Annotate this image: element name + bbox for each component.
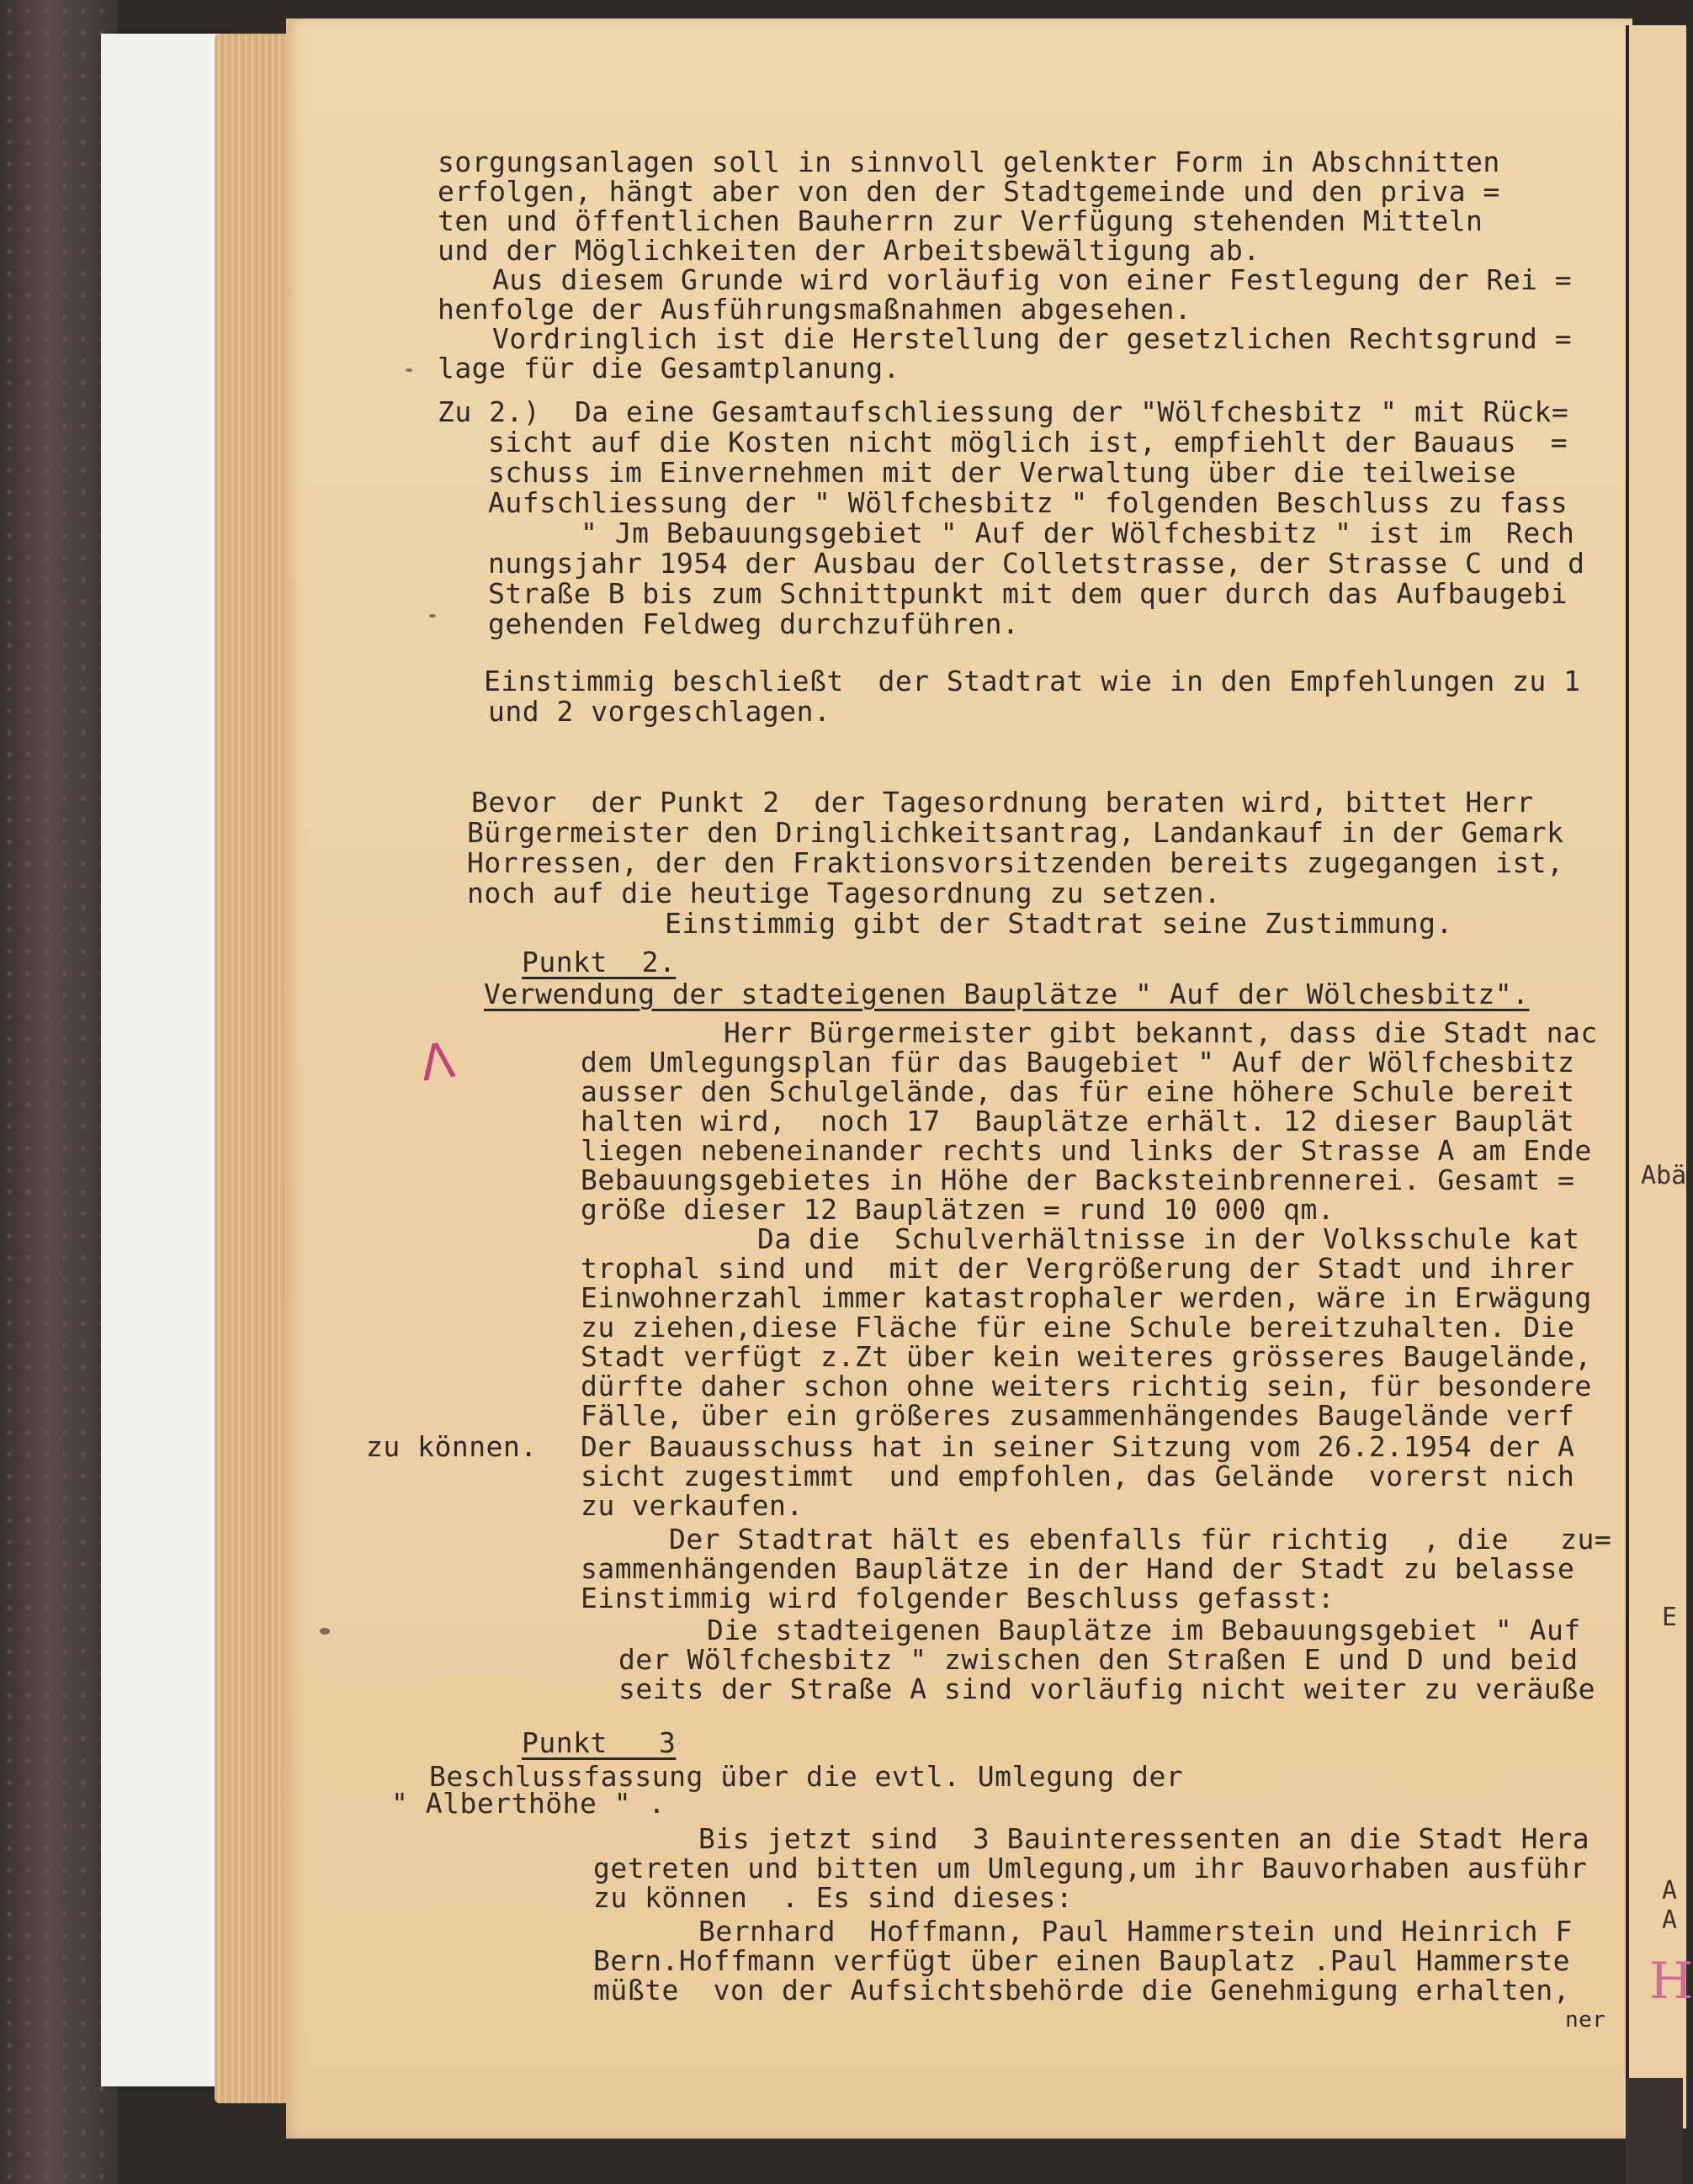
text-line: Einstimmig gibt der Stadtrat seine Zustimmung. xyxy=(665,907,1453,940)
section-title-punkt-3: Beschlussfassung über die evtl. Umlegung der xyxy=(429,1760,1184,1793)
margin-note: zu können. xyxy=(366,1430,538,1463)
facing-page-fragment: A xyxy=(1662,1906,1678,1935)
text-line: getreten und bitten um Umlegung,um ihr Bauvorhaben ausführ xyxy=(593,1852,1588,1884)
text-line: dem Umlegungsplan für das Baugebiet " Auf der Wölfchesbitz xyxy=(581,1046,1575,1079)
text-line: Vordringlich ist die Herstellung der gesetzlichen Rechtsgrund = xyxy=(492,322,1573,355)
text-line: erfolgen, hängt aber von den der Stadtgemeinde und den priva = xyxy=(438,175,1500,208)
handwritten-mark-h: H xyxy=(1649,1952,1693,2011)
text-line: zu ziehen,diese Fläche für eine Schule bereitzuhalten. Die xyxy=(581,1311,1575,1344)
text-line: seits der Straße A sind vorläufig nicht weiter zu veräuße xyxy=(618,1672,1595,1705)
paper-speck xyxy=(429,614,436,618)
text-line: Einwohnerzahl immer katastrophaler werden, wäre in Erwägung xyxy=(581,1281,1592,1314)
cover-texture xyxy=(0,0,118,2184)
text-line: Bern.Hoffmann verfügt über einen Bauplatz .Paul Hammerste xyxy=(593,1944,1570,1977)
text-line: Da die Schulverhältnisse in der Volksschule kat xyxy=(757,1222,1580,1255)
text-line: gehenden Feldweg durchzuführen. xyxy=(488,607,1020,640)
text-line: dürfte daher schon ohne weiters richtig sein, für besondere xyxy=(581,1370,1592,1402)
text-line: größe dieser 12 Bauplätzen = rund 10 000 qm. xyxy=(581,1193,1335,1226)
text-line: noch auf die heutige Tagesordnung zu setzen. xyxy=(467,877,1222,909)
text-line: Bürgermeister den Dringlichkeitsantrag, Landankauf in der Gemark xyxy=(467,816,1564,849)
text-line: ten und öffentlichen Bauherrn zur Verfügung stehenden Mitteln xyxy=(438,204,1483,237)
text-line: schuss im Einvernehmen mit der Verwaltung über die teilweise xyxy=(488,456,1517,489)
text-line: Straße B bis zum Schnittpunkt mit dem quer durch das Aufbaugebi xyxy=(488,577,1568,610)
text-line: halten wird, noch 17 Bauplätze erhält. 12 dieser Bauplät xyxy=(581,1105,1575,1137)
text-line: müßte von der Aufsichtsbehörde die Genehmigung erhalten, xyxy=(593,1974,1570,2006)
text-line: ner xyxy=(1565,2007,1606,2033)
text-line: ausser den Schulgelände, das für eine höhere Schule bereit xyxy=(581,1075,1575,1108)
text-line: zu verkaufen. xyxy=(581,1489,804,1522)
text-line: Einstimmig wird folgender Beschluss gefasst: xyxy=(581,1582,1335,1614)
text-line: lage für die Gesamtplanung. xyxy=(438,352,900,384)
text-line: Bis jetzt sind 3 Bauinteressenten an die Stadt Hera xyxy=(698,1822,1590,1855)
text-line: sammenhängenden Bauplätze in der Hand der Stadt zu belasse xyxy=(581,1552,1575,1585)
text-line: und 2 vorgeschlagen. xyxy=(488,695,831,728)
text-line: Aus diesem Grunde wird vorläufig von einer Festlegung der Rei = xyxy=(492,263,1573,296)
text-line: Horressen, der den Fraktionsvorsitzenden bereits zugegangen ist, xyxy=(467,846,1564,879)
section-title-punkt-2: Verwendung der stadteigenen Bauplätze " Auf der Wölchesbitz". xyxy=(484,978,1530,1010)
text-line: Bernhard Hoffmann, Paul Hammerstein und Heinrich F xyxy=(698,1915,1573,1948)
binding-bottom xyxy=(1626,2078,1683,2184)
text-line: und der Möglichkeiten der Arbeitsbewältigung ab. xyxy=(438,234,1260,267)
section-heading-punkt-3: Punkt 3 xyxy=(522,1726,677,1759)
text-line: Stadt verfügt z.Zt über kein weiteres grösseres Baugelände, xyxy=(581,1340,1592,1373)
text-line: henfolge der Ausführungsmaßnahmen abgesehen. xyxy=(438,293,1192,326)
text-line: zu können . Es sind dieses: xyxy=(593,1881,1074,1914)
section-heading-punkt-2: Punkt 2. xyxy=(522,946,677,978)
handwritten-mark-a: Λ xyxy=(417,1031,459,1093)
facing-page-edge xyxy=(1626,25,1686,2128)
text-line: der Wölfchesbitz " zwischen den Straßen E und D und beid xyxy=(618,1643,1579,1676)
text-line: Der Stadtrat hält es ebenfalls für richtig , die zu= xyxy=(669,1523,1612,1556)
text-line: Zu 2.) Da eine Gesamtaufschliessung der "Wölfchesbitz " mit Rück= xyxy=(438,395,1569,428)
interleaf-sheet xyxy=(101,34,227,2086)
text-line: Herr Bürgermeister gibt bekannt, dass die Stadt nac xyxy=(724,1016,1598,1049)
text-line: trophal sind und mit der Vergrößerung der Stadt und ihrer xyxy=(581,1252,1575,1285)
text-line: sicht auf die Kosten nicht möglich ist, empfiehlt der Bauaus = xyxy=(488,426,1568,459)
text-line: nungsjahr 1954 der Ausbau der Colletstrasse, der Strasse C und d xyxy=(488,547,1585,580)
paper-speck xyxy=(320,1628,330,1635)
text-line: liegen nebeneinander rechts und links der Strasse A am Ende xyxy=(581,1134,1592,1167)
text-line: Bevor der Punkt 2 der Tagesordnung beraten wird, bittet Herr xyxy=(471,786,1534,819)
text-line: sicht zugestimmt und empfohlen, das Gelände vorerst nich xyxy=(581,1460,1575,1492)
facing-page-fragment: A xyxy=(1662,1876,1678,1906)
text-line: sorgungsanlagen soll in sinnvoll gelenkter Form in Abschnitten xyxy=(438,146,1500,178)
text-line: Einstimmig beschließt der Stadtrat wie in den Empfehlungen zu 1 xyxy=(484,665,1581,697)
facing-page-fragment: Abä xyxy=(1641,1161,1687,1190)
text-line: Aufschliessung der " Wölfchesbitz " folgenden Beschluss zu fass xyxy=(488,486,1568,519)
paper-speck xyxy=(406,368,412,372)
text-line: Bebauungsgebietes in Höhe der Backsteinbrennerei. Gesamt = xyxy=(581,1164,1575,1196)
text-line: Der Bauausschuss hat in seiner Sitzung vom 26.2.1954 der A xyxy=(581,1430,1575,1463)
text-line: " Jm Bebauungsgebiet " Auf der Wölfchesbitz " ist im Rech xyxy=(581,517,1575,549)
text-line: Die stadteigenen Bauplätze im Bebauungsgebiet " Auf xyxy=(707,1614,1581,1646)
section-title-punkt-3-cont: " Alberthöhe " . xyxy=(391,1787,666,1820)
facing-page-fragment: E xyxy=(1662,1603,1678,1632)
text-line: Fälle, über ein größeres zusammenhängendes Baugelände verf xyxy=(581,1399,1575,1432)
